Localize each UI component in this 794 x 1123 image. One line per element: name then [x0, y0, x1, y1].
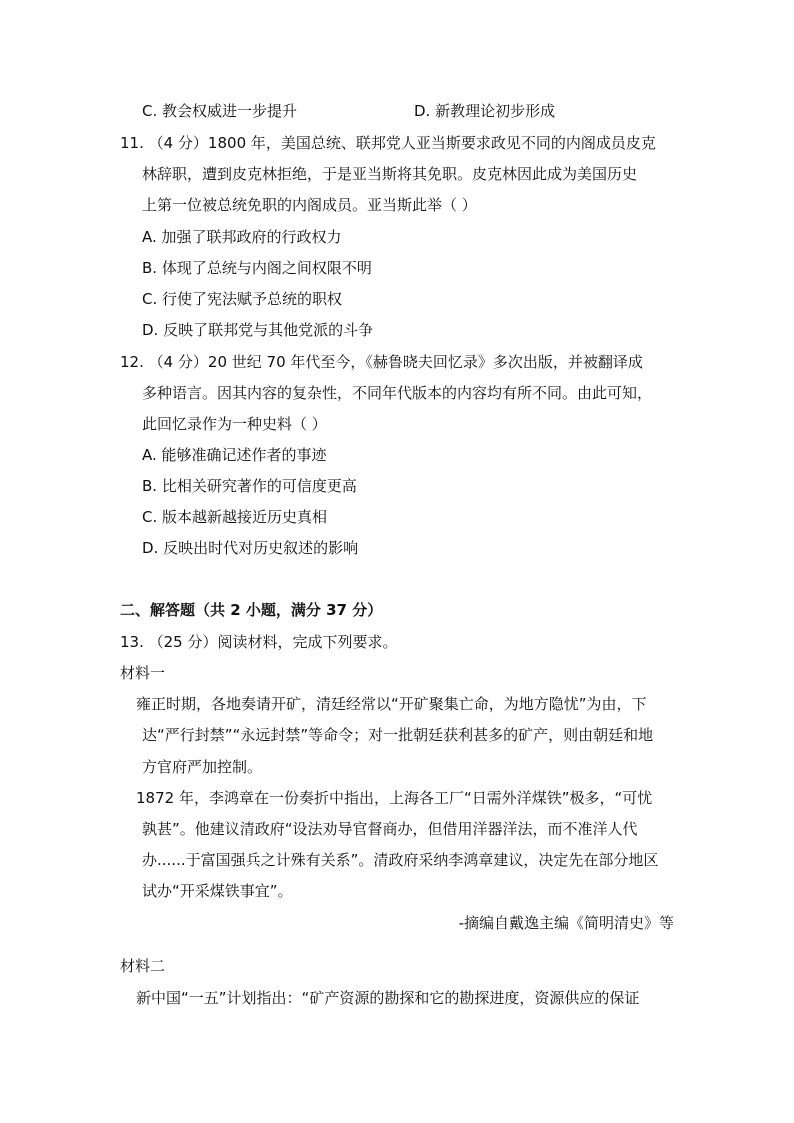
- section-heading: 二、解答题（共 2 小题，满分 37 分）: [120, 601, 383, 619]
- q11-stem-line-2: 林辞职，遭到皮克林拒绝，于是亚当斯将其免职。皮克林因此成为美国历史: [142, 165, 638, 183]
- q12-option-b: B. 比相关研究著作的可信度更高: [142, 477, 357, 495]
- material-1-label: 材料一: [120, 664, 166, 682]
- q12-stem-line-2: 多种语言。因其内容的复杂性，不同年代版本的内容均有所不同。由此可知，: [142, 384, 653, 402]
- q11-option-a: A. 加强了联邦政府的行政权力: [142, 228, 342, 246]
- q10-option-c: C. 教会权威进一步提升: [142, 102, 298, 120]
- q11-option-b: B. 体现了总统与内阁之间权限不明: [142, 259, 372, 277]
- material-1-p1-line-2: 达“严行封禁”“永远封禁”等命令；对一批朝廷获利甚多的矿产，则由朝廷和地: [142, 726, 654, 744]
- material-2-label: 材料二: [120, 957, 166, 975]
- material-2-p1-line-1: 新中国“一五”计划指出：“矿产资源的勘探和它的勘探进度，资源供应的保证: [136, 989, 640, 1007]
- q12-stem-line-3: 此回忆录作为一种史料（ ）: [142, 415, 327, 433]
- q12-option-c: C. 版本越新越接近历史真相: [142, 508, 328, 526]
- material-1-p2-line-1: 1872 年，李鸿章在一份奏折中指出，上海各工厂“日需外洋煤铁”极多，“可忧: [136, 789, 653, 807]
- material-1-p1-line-3: 方官府严加控制。: [142, 758, 263, 776]
- q10-option-d: D. 新教理论初步形成: [414, 102, 556, 120]
- material-1-p2-line-4: 试办“开采煤铁事宜”。: [142, 882, 293, 900]
- q12-stem-line-1: 12. （4 分）20 世纪 70 年代至今，《赫鲁晓夫回忆录》多次出版，并被翻译成: [120, 353, 643, 371]
- q13-intro: 13. （25 分）阅读材料，完成下列要求。: [120, 633, 398, 651]
- material-1-p1-line-1: 雍正时期，各地奏请开矿，清廷经常以“开矿聚集亡命，为地方隐忧”为由，下: [136, 695, 647, 713]
- q12-option-a: A. 能够准确记述作者的事迹: [142, 446, 327, 464]
- q11-option-c: C. 行使了宪法赋予总统的职权: [142, 290, 343, 308]
- q11-stem-line-3: 上第一位被总统免职的内阁成员。亚当斯此举（ ）: [142, 196, 477, 214]
- q11-stem-line-1: 11. （4 分）1800 年，美国总统、联邦党人亚当斯要求政见不同的内阁成员皮克: [120, 134, 656, 152]
- material-1-source: -摘编自戴逸主编《简明清史》等: [458, 914, 674, 932]
- material-1-p2-line-2: 孰甚”。他建议清政府“设法劝导官督商办，但借用洋器洋法，而不准洋人代: [142, 820, 638, 838]
- material-1-p2-line-3: 办......于富国强兵之计殊有关系”。清政府采纳李鸿章建议，决定先在部分地区: [142, 851, 659, 869]
- q11-option-d: D. 反映了联邦党与其他党派的斗争: [142, 321, 374, 339]
- q12-option-d: D. 反映出时代对历史叙述的影响: [142, 539, 359, 557]
